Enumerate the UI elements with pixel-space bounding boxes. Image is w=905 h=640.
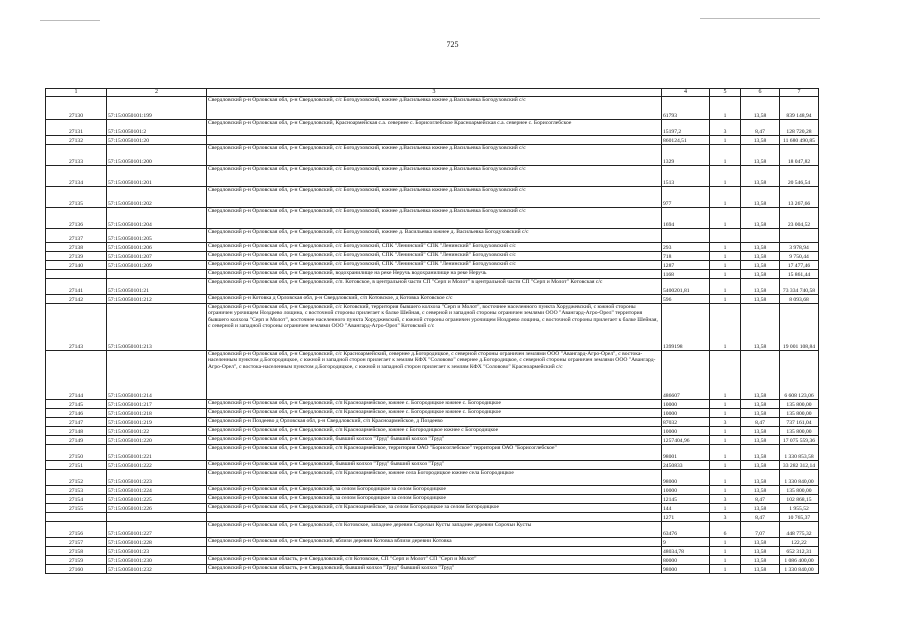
cadastral-number: 57:15:0050101:232 [107,565,207,574]
cadastral-number: 57:15:0050101:228 [107,538,207,547]
row-number: 27134 [46,166,107,187]
column-header: 3 [207,89,662,97]
table-row [46,547,819,556]
table-row [46,400,819,409]
area-value: 144 [662,504,710,513]
column-header: 1 [46,89,107,97]
rate-value: 13,58 [741,145,780,166]
cadastral-value [780,229,819,243]
row-number: 27142 [46,295,107,304]
cadastral-number: 57:15:0050101:204 [107,208,207,229]
row-number: 27132 [46,136,107,145]
category-code: 1 [710,187,741,208]
table-row [46,495,819,504]
row-number: 27144 [46,351,107,400]
cadastral-value: 135 800,00 [780,427,819,436]
area-value: 10000 [662,400,710,409]
row-number: 27139 [46,252,107,261]
table-row [46,208,819,229]
cadastral-number: 57:15:0050101:200 [107,145,207,166]
cadastral-number: 57:15:0050101:230 [107,556,207,565]
cadastral-number: 57:15:0050101:21 [107,279,207,295]
cadastral-number: 57:15:0050101:224 [107,486,207,495]
cadastral-value: 33 282 312,14 [780,461,819,470]
cadastral-value: 737 161,04 [780,418,819,427]
area-value: 63476 [662,522,710,538]
table-row [46,351,819,400]
area-value: 48034,78 [662,547,710,556]
area-value: 12145 [662,495,710,504]
row-number: 27138 [46,243,107,252]
row-number: 27157 [46,538,107,547]
rate-value: 13,58 [741,461,780,470]
rate-value: 13,58 [741,295,780,304]
category-code: 1 [710,261,741,270]
cadastral-value: 18 047,82 [780,145,819,166]
category-code: 1 [710,136,741,145]
cadastral-value: 13 267,66 [780,187,819,208]
table-row [46,279,819,295]
location-description: Свердловский р-н Орловская обл, р-н Свердловский, за селом Богородицкое за селом Богородицкое [207,486,662,495]
table-row [46,229,819,243]
area-value: 9 [662,538,710,547]
cadastral-number: 57:15:0050101:2 [107,120,207,136]
category-code: 1 [710,97,741,120]
category-code: 1 [710,565,741,574]
cadastral-number: 57:15:0050101:22 [107,427,207,436]
cadastral-value: 1 086 400,00 [780,556,819,565]
location-description: Свердловский р-н Орловская обл, р-н Свердловский, с/с Богодуховский, южнее д.Васильевка южнее д.Васильевка Богодуховский с/с [207,145,662,166]
rate-value: 13,58 [741,270,780,279]
table-row [46,252,819,261]
area-value: 1271 [662,513,710,522]
area-value: 1329 [662,145,710,166]
rate-value: 13,58 [741,279,780,295]
location-description: Свердловский р-н Орловская обл, р-н Свердловский, с/п Красноармейское, южнее с. Богородицкое южнее с. Богородицкое [207,400,662,409]
location-description: Свердловский р-н Орловская обл, р-н Свердловский, с/с Котовский, территория бывшего колхоза "Серп и Молот", восточнее населенного пункта Хоруджевский, с южной стороны ограничен урочищем Ноздрево лощина, с восточной стороны прилегает к балке Шейная, с северной и западной стороны ограничен землями ООО "Авангард-Агро-Орел" территория бывшего колхоза "Серп и Молот", восточнее населенного пункта Хоруджевский, с южной стороны ограничен урочищем Ноздрево лощина, с восточной стороны прилегает к балке Шейная, с северной и западной стороны ограничен землями ООО "Авангард-Агро-Орел" Котовский с/с [207,304,662,351]
land-plot-table [45,88,819,574]
cadastral-number: 57:15:0050101:214 [107,351,207,400]
row-number: 27159 [46,556,107,565]
category-code: 1 [710,145,741,166]
area-value: 5400201,81 [662,279,710,295]
location-description: Свердловский р-н Орловская обл, р-н Свердловский, с/с Красноармейский, севернее д.Богородицкое, с северной стороны ограничен землями ООО "Авангард-Агро-Орел", с востока-населенным пунктом д.Богородицкое, с южной и западной сторон прилегает к землям КФХ "Соловово" севернее д.Богородицкое, с северной стороны ограничен землями ООО "Авангард-Агро-Орел", с востока-населенным пунктом д.Богородицкое, с южной и западной сторон прилегает к землям КФХ "Соловово" Красноармейский с/с [207,351,662,400]
rate-value: 13,58 [741,486,780,495]
location-description: Свердловский р-н Орловская обл, р-н Свердловский, бывший колхоз "Труд" бывший колхоз "Труд" [207,461,662,470]
location-description: Свердловский р-н Орловская область, р-н Свердловский, бывший колхоз "Труд" бывший колхоз "Труд" [207,565,662,574]
row-number: 27150 [46,445,107,461]
row-number: 27154 [46,495,107,504]
area-value: 1168 [662,270,710,279]
scan-mark [40,20,100,21]
location-description [207,136,662,145]
area-value: 98000 [662,565,710,574]
table-row [46,470,819,486]
location-description: Свердловский р-н Орловская обл, р-н Свердловский, за селом Богородицкое за селом Богородицкое [207,495,662,504]
cadastral-value: 19 001 108,84 [780,304,819,351]
cadastral-value: 135 800,00 [780,486,819,495]
category-code: 3 [710,513,741,522]
rate-value: 7,07 [741,522,780,538]
category-code: 1 [710,547,741,556]
cadastral-number: 57:15:0050101:212 [107,295,207,304]
row-number: 27155 [46,504,107,513]
cadastral-value: 102 868,15 [780,495,819,504]
location-description: Свердловский р-н Орловская обл, р-н Свердловский, с/п. Котовское, в центральной части СП "Серп и Молот" в центральной части СП "Серп и Молот" Котовская с/с [207,279,662,295]
row-number: 27141 [46,279,107,295]
column-header: 6 [741,89,780,97]
column-header: 2 [107,89,207,97]
cadastral-value: 17 477,46 [780,261,819,270]
rate-value: 8,47 [741,120,780,136]
rate-value [741,229,780,243]
row-number [46,513,107,522]
row-number: 27130 [46,97,107,120]
table-row [46,97,819,120]
rate-value: 13,58 [741,136,780,145]
cadastral-number: 57:15:0050101:218 [107,409,207,418]
table-row [46,504,819,513]
rate-value: 13,58 [741,436,780,445]
cadastral-value: 15 861,44 [780,270,819,279]
category-code: 1 [710,556,741,565]
cadastral-value: 839 148,94 [780,97,819,120]
cadastral-value: 73 334 740,58 [780,279,819,295]
cadastral-value: 10 765,37 [780,513,819,522]
cadastral-value: 1 330 840,00 [780,565,819,574]
cadastral-number: 57:15:0050101:20 [107,136,207,145]
cadastral-number: 57:15:0050101:226 [107,504,207,513]
cadastral-value: 1 330 853,58 [780,445,819,461]
table-row [46,486,819,495]
row-number: 27153 [46,486,107,495]
row-number: 27156 [46,522,107,538]
cadastral-number: 57:15:0050101:213 [107,304,207,351]
rate-value: 8,47 [741,418,780,427]
cadastral-number: 57:15:0050101:201 [107,166,207,187]
page-number: 725 [446,40,459,49]
table-row [46,436,819,445]
table-row [46,295,819,304]
area-value: 1694 [662,208,710,229]
area-value: 977 [662,187,710,208]
rate-value: 13,58 [741,351,780,400]
rate-value: 13,58 [741,565,780,574]
cadastral-value: 20 546,54 [780,166,819,187]
category-code: 1 [710,427,741,436]
cadastral-value: 8 093,68 [780,295,819,304]
location-description: Свердловский р-н Орловская обл, р-н Свердловский, с/с Богодуховский, южнее д.Васильевка южнее д.Васильевка Богодуховский с/с [207,208,662,229]
area-value: 98000 [662,470,710,486]
category-code: 1 [710,252,741,261]
cadastral-number [107,513,207,522]
category-code: 1 [710,166,741,187]
cadastral-number: 57:15:0050101:23 [107,547,207,556]
category-code: 1 [710,270,741,279]
rate-value: 13,58 [741,556,780,565]
rate-value: 13,58 [741,409,780,418]
row-number: 27136 [46,208,107,229]
location-description: Свердловский р-н Орловская обл, р-н Свердловский, с/с Богодуховский, южнее д.Васильевка южнее д.Васильевка Богодуховский с/с [207,166,662,187]
row-number: 27137 [46,229,107,243]
rate-value: 13,58 [741,470,780,486]
category-code: 1 [710,486,741,495]
row-number: 27148 [46,427,107,436]
row-number: 27145 [46,400,107,409]
table-row [46,418,819,427]
rate-value: 13,58 [741,427,780,436]
table-row [46,409,819,418]
cadastral-value: 6 608 123,06 [780,351,819,400]
table-header-row [46,89,819,97]
cadastral-number: 57:15:0050101:227 [107,522,207,538]
cadastral-number: 57:15:0050101:205 [107,229,207,243]
location-description [207,513,662,522]
table-row [46,166,819,187]
table-row [46,538,819,547]
row-number: 27146 [46,409,107,418]
row-number: 27143 [46,304,107,351]
category-code: 1 [710,445,741,461]
cadastral-number: 57:15:0050101:217 [107,400,207,409]
area-value: 2450833 [662,461,710,470]
cadastral-number [107,270,207,279]
rate-value: 13,58 [741,97,780,120]
table-row [46,556,819,565]
rate-value: 13,58 [741,304,780,351]
area-value: 10000 [662,486,710,495]
cadastral-number: 57:15:0050101:206 [107,243,207,252]
category-code: 1 [710,208,741,229]
location-description: Свердловский р-н Орловская обл, р-н Свердловский, вблизи деревни Котовка вблизи деревни Котовка [207,538,662,547]
rate-value: 13,58 [741,538,780,547]
column-header: 7 [780,89,819,97]
area-value: 10000 [662,427,710,436]
cadastral-value: 135 800,00 [780,409,819,418]
table-row [46,427,819,436]
row-number: 27152 [46,470,107,486]
rate-value: 13,58 [741,547,780,556]
location-description: Свердловский р-н Орловская обл, р-н Свердловский, с/с Богодуховский, южнее д. Васильевка южнее д. Васильевка Богодуховский с/с [207,229,662,243]
location-description: Свердловский р-н Орловская обл, р-н Свердловский, бывший колхоз "Труд" бывший колхоз "Труд" [207,436,662,445]
cadastral-number: 57:15:0050101:223 [107,470,207,486]
table-row [46,565,819,574]
area-value: 1513 [662,166,710,187]
cadastral-value: 23 004,52 [780,208,819,229]
rate-value: 13,58 [741,208,780,229]
rate-value: 13,58 [741,445,780,461]
cadastral-value: 652 312,31 [780,547,819,556]
location-description: Свердловский р-н Орловская обл, р-н Свердловский, с/с Богодуховский, СПК "Ленинский" СПК "Ленинский" Богодуховский с/с [207,252,662,261]
cadastral-value: 128 720,28 [780,120,819,136]
row-number: 27135 [46,187,107,208]
category-code: 1 [710,461,741,470]
table-row [46,304,819,351]
cadastral-number: 57:15:0050101:219 [107,418,207,427]
category-code: 3 [710,495,741,504]
table-row [46,445,819,461]
category-code: 3 [710,120,741,136]
area-value: 1257404,96 [662,436,710,445]
location-description: Свердловский р-н Орловская обл, р-н Свердловский, водохранилище на реке Неручь водохранилище на реке Неручь [207,270,662,279]
area-value: 15197,2 [662,120,710,136]
location-description: Свердловский р-н Орловская обл, р-н Свердловский, с/п Красноармейское, южнее с. Богородицкое южнее с. Богородицкое [207,409,662,418]
cadastral-value: 1 955,52 [780,504,819,513]
column-header: 5 [710,89,741,97]
cadastral-number: 57:15:0050101:222 [107,461,207,470]
area-value: 98001 [662,445,710,461]
location-description: Свердловский р-н Орловская обл, р-н Свердловский, с/п Котовское, западнее деревни Сорочьи Кусты западнее деревни Сорочьи Кусты [207,522,662,538]
area-value: 718 [662,252,710,261]
cadastral-value: 1 330 840,00 [780,470,819,486]
category-code: 1 [710,279,741,295]
location-description: Свердловский р-н Орловская обл, р-н Свердловский, с/с Богодуховский, южнее д.Васильевка южнее д.Васильевка Богодуховский с/с [207,187,662,208]
category-code: 1 [710,470,741,486]
category-code: 1 [710,295,741,304]
location-description: Свердловский р-н Котовка д Орловская обл, р-н Свердловский, с/п Котовское, д Котовка Котовское с/с [207,295,662,304]
row-number: 27133 [46,145,107,166]
cadastral-number: 57:15:0050101:225 [107,495,207,504]
rate-value: 13,58 [741,243,780,252]
row-number: 27140 [46,261,107,270]
category-code: 6 [710,522,741,538]
location-description: Свердловский р-н Орловская обл, р-н Свердловский, Красноармейская с.а. севернее с. Борисоглебское Красноармейская с.а. севернее с. Борисоглебское [207,120,662,136]
rate-value: 13,58 [741,252,780,261]
area-value: 10000 [662,409,710,418]
category-code [710,229,741,243]
cadastral-number: 57:15:0050101:220 [107,436,207,445]
category-code: 1 [710,351,741,400]
area-value: 61793 [662,97,710,120]
area-value: 486607 [662,351,710,400]
row-number: 27149 [46,436,107,445]
area-value: 596 [662,295,710,304]
cadastral-number: 57:15:0050101:221 [107,445,207,461]
table-row [46,145,819,166]
location-description: Свердловский р-н Орловская обл, р-н Свердловский, с/с Богодуховский, южнее д.Васильевка южнее д.Васильевка Богодуховский с/с [207,97,662,120]
category-code: 3 [710,418,741,427]
category-code: 1 [710,538,741,547]
location-description [207,547,662,556]
cadastral-number: 57:15:0050101:202 [107,187,207,208]
location-description: Свердловский р-н Орловская обл, р-н Свердловский, с/п Красноармейское, южнее с Богородицкое южнее с Богородицкое [207,427,662,436]
cadastral-value: 3 978,94 [780,243,819,252]
table-row [46,261,819,270]
rate-value: 8,47 [741,513,780,522]
row-number: 27147 [46,418,107,427]
category-code: 1 [710,504,741,513]
cadastral-value: 448 775,32 [780,522,819,538]
column-header: 4 [662,89,710,97]
rate-value: 13,58 [741,400,780,409]
cadastral-value: 17 075 559,36 [780,436,819,445]
cadastral-value: 11 680 490,85 [780,136,819,145]
category-code: 1 [710,409,741,418]
area-value: 293 [662,243,710,252]
cadastral-value: 135 800,00 [780,400,819,409]
rate-value: 13,58 [741,187,780,208]
scan-mark [700,18,820,19]
row-number: 27151 [46,461,107,470]
rate-value: 13,58 [741,504,780,513]
table-row [46,270,819,279]
cadastral-number: 57:15:0050101:207 [107,252,207,261]
location-description: Свердловский р-н Орловская обл, р-н Свердловский, с/п Красноармейское, территория ОАО "Борисоглебское" территория ОАО "Борисоглебское" [207,445,662,461]
area-value: 860124,51 [662,136,710,145]
location-description: Свердловский р-н Орловская обл, р-н Свердловский, с/п Красноармейское, за селом Богородицкое за селом Богородицкое [207,504,662,513]
cadastral-number: 57:15:0050101:199 [107,97,207,120]
cadastral-value: 9 750,44 [780,252,819,261]
cadastral-number: 57:15:0050101:209 [107,261,207,270]
area-value: 1287 [662,261,710,270]
area-value: 87032 [662,418,710,427]
location-description: Свердловский р-н Орловская обл, р-н Свердловский, с/с Богодуховский, СПК "Ленинский" СПК "Ленинский" Богодуховский с/с [207,243,662,252]
area-value [662,229,710,243]
location-description: Свердловский р-н Орловская обл, р-н Свердловский, с/п Красноармейское, южнее села Богородицкое южнее села Богородицкое [207,470,662,486]
row-number: 27131 [46,120,107,136]
cadastral-value: 122,22 [780,538,819,547]
table-row [46,120,819,136]
location-description: Свердловский р-н Орловская область, р-н Свердловский, с/п Котовское, СП "Серп и Молот" СП "Серп и Молот" [207,556,662,565]
category-code: 1 [710,436,741,445]
row-number: 27158 [46,547,107,556]
table-row [46,136,819,145]
rate-value: 8,47 [741,495,780,504]
category-code: 1 [710,304,741,351]
area-value: 1399198 [662,304,710,351]
table-row [46,243,819,252]
rate-value: 13,58 [741,166,780,187]
location-description: Свердловский р-н Орловская обл, р-н Свердловский, с/с Богодуховский, СПК "Ленинский" СПК "Ленинский" Богодуховский с/с [207,261,662,270]
table-row [46,461,819,470]
location-description: Свердловский р-н Поздеево д Орловская обл, р-н Свердловский, с/п Красноармейское, д Поздеево [207,418,662,427]
row-number: 27160 [46,565,107,574]
table-row [46,513,819,522]
rate-value: 13,58 [741,261,780,270]
table-row [46,187,819,208]
category-code: 1 [710,243,741,252]
area-value: 80000 [662,556,710,565]
category-code: 1 [710,400,741,409]
table-row [46,522,819,538]
row-number [46,270,107,279]
